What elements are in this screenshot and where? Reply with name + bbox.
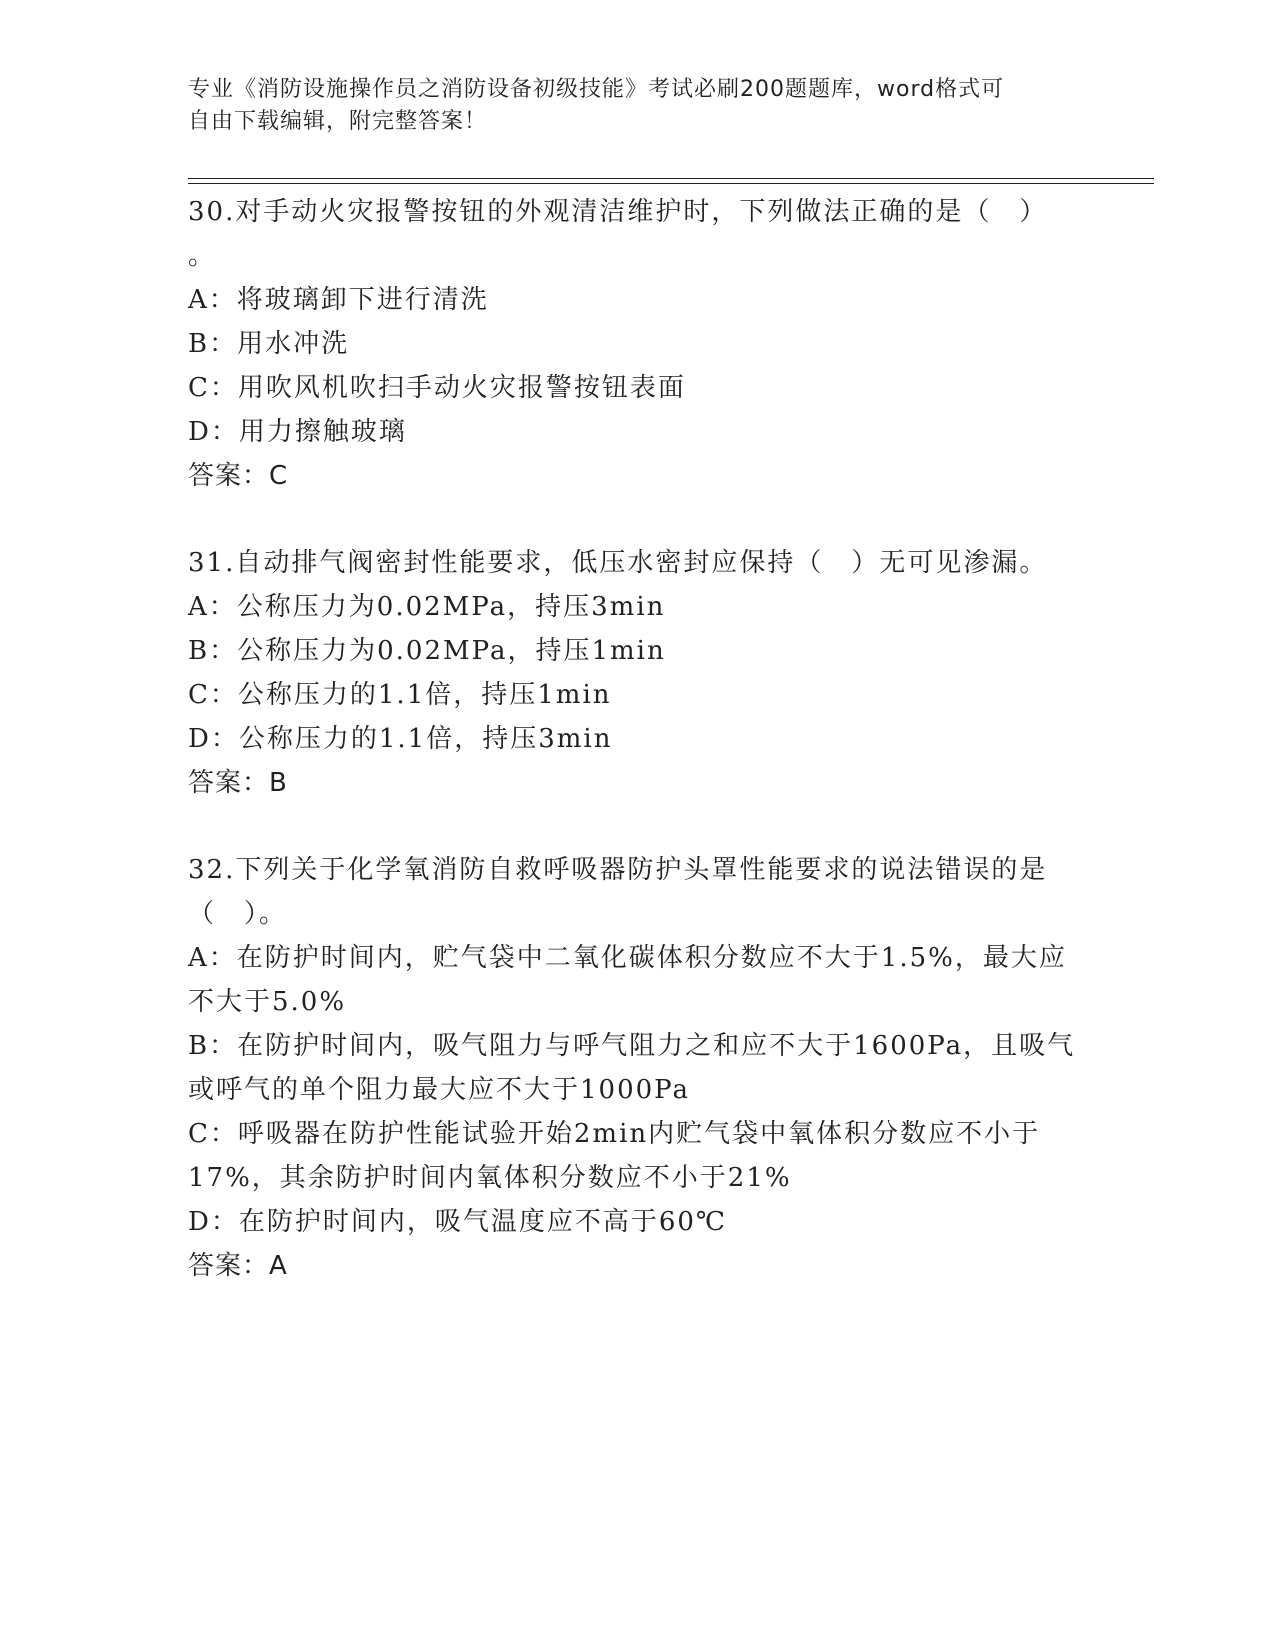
option-d: D：在防护时间内，吸气温度应不高于60℃ — [188, 1207, 728, 1237]
answer: 答案：C — [188, 461, 289, 491]
header-rule-top — [188, 178, 1154, 179]
option-b-cont: 或呼气的单个阻力最大应不大于1000Pa — [188, 1075, 690, 1105]
option-c: C：用吹风机吹扫手动火灾报警按钮表面 — [188, 373, 686, 403]
option-a: A：在防护时间内，贮气袋中二氧化碳体积分数应不大于1.5%，最大应 — [188, 943, 1067, 973]
option-c: C：公称压力的1.1倍，持压1min — [188, 680, 612, 710]
header-rule-bottom — [188, 183, 1154, 184]
document-header — [188, 74, 1088, 138]
option-a: A：将玻璃卸下进行清洗 — [188, 285, 489, 315]
header-line-2: 自由下载编辑，附完整答案！ — [188, 109, 488, 134]
option-d: D：用力擦触玻璃 — [188, 417, 407, 447]
option-b: B：用水冲洗 — [188, 329, 350, 359]
answer: 答案：B — [188, 768, 288, 798]
option-d: D：公称压力的1.1倍，持压3min — [188, 724, 613, 754]
option-b: B：公称压力为0.02MPa，持压1min — [188, 636, 666, 666]
option-b: B：在防护时间内，吸气阻力与呼气阻力之和应不大于1600Pa，且吸气 — [188, 1031, 1076, 1061]
question-stem-line: 30.对手动火灾报警按钮的外观清洁维护时，下列做法正确的是（ ） — [188, 197, 1048, 227]
answer: 答案：A — [188, 1251, 288, 1281]
question-stem-line: 31.自动排气阀密封性能要求，低压水密封应保持（ ）无可见渗漏。 — [188, 548, 1048, 578]
option-a-cont: 不大于5.0% — [188, 987, 347, 1017]
header-line-1: 专业《消防设施操作员之消防设备初级技能》考试必刷200题题库，word格式可 — [188, 77, 1005, 102]
question-stem-line: （ ）。 — [188, 899, 288, 929]
question-stem-line: 。 — [188, 241, 217, 271]
option-c: C：呼吸器在防护性能试验开始2min内贮气袋中氧体积分数应不小于 — [188, 1119, 1041, 1149]
option-a: A：公称压力为0.02MPa，持压3min — [188, 592, 666, 622]
option-c-cont: 17%，其余防护时间内氧体积分数应不小于21% — [188, 1163, 792, 1193]
question-stem-line: 32.下列关于化学氧消防自救呼吸器防护头罩性能要求的说法错误的是 — [188, 855, 1048, 885]
